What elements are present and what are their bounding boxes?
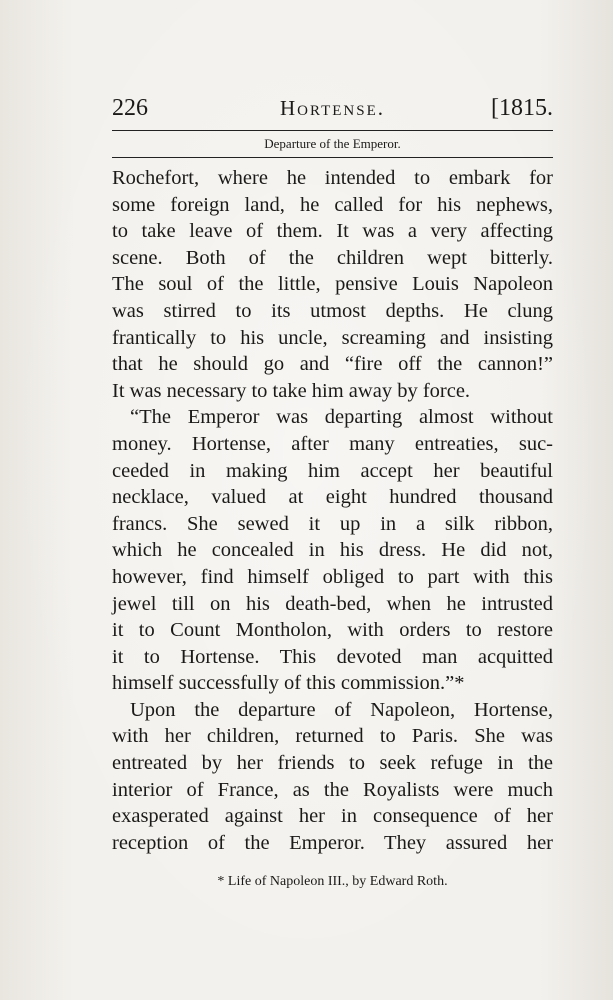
text-line: necklace, valued at eight hundred thousand [112,486,553,509]
text-line: Rochefort, where he intended to embark for [112,167,553,189]
section-title: Departure of the Emperor. [264,136,401,151]
text-line: himself successfully of this commission.”* [112,672,465,695]
running-title: Hortense. [279,96,385,120]
text-line: Upon the departure of Napoleon, Hortense, [130,698,553,721]
year-marker: [1815. [491,95,553,121]
text-line: with her children, returned to Paris. She was [112,725,553,748]
text-line: reception of the Emperor. They assured her [112,831,553,854]
running-header [112,92,553,124]
page-number: 226 [112,95,148,121]
text-line: it to Count Montholon, with orders to restore [112,619,553,642]
text-line: frantically to his uncle, screaming and insisting [112,326,553,349]
text-line: ceeded in making him accept her beautiful [112,459,553,482]
text-line: jewel till on his death-bed, when he intrusted [112,592,553,615]
body-text [112,165,553,856]
text-line: which he concealed in his dress. He did not, [112,539,553,562]
text-line: entreated by her friends to seek refuge in the [112,752,553,775]
text-line: exasperated against her in consequence of her [112,805,553,828]
text-line: interior of France, as the Royalists were much [112,778,553,801]
footnote: * Life of Napoleon III., by Edward Roth. [217,874,448,889]
text-line: was stirred to its utmost depths. He clung [112,299,553,322]
header-rule-bottom [112,157,553,158]
text-line: it to Hortense. This devoted man acquitted [112,645,553,668]
text-line: scene. Both of the children wept bitterly. [112,246,553,269]
header-rule-top [112,130,553,131]
text-line: francs. She sewed it up in a silk ribbon, [112,512,553,535]
text-line: to take leave of them. It was a very affecting [112,220,553,243]
text-line: It was necessary to take him away by force. [112,379,471,402]
text-line: The soul of the little, pensive Louis Napoleon [112,273,553,296]
text-line: money. Hortense, after many entreaties, suc- [112,432,553,455]
text-line: “The Emperor was departing almost without [130,406,553,429]
text-line: however, find himself obliged to part with this [112,565,553,588]
text-line: some foreign land, he called for his nephews, [112,193,553,216]
text-line: that he should go and “fire off the cannon!” [112,353,553,376]
